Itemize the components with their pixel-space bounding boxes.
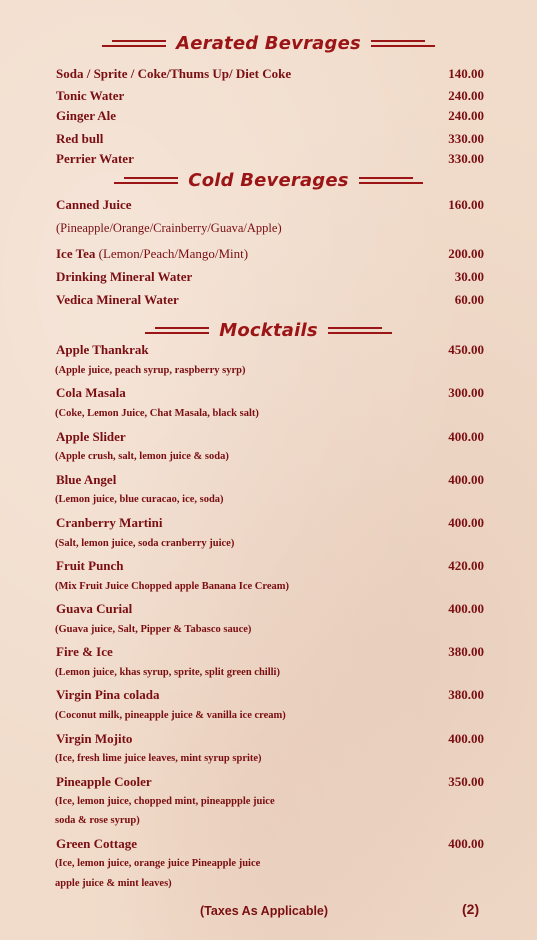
menu-item	[56, 197, 484, 215]
item-price: 330.00	[448, 151, 484, 166]
section-heading-aerated	[0, 31, 537, 55]
menu-item	[56, 151, 484, 169]
item-name: Guava Curial	[56, 601, 133, 616]
item-description-cont: apple juice & mint leaves)	[55, 878, 172, 889]
menu-item	[56, 88, 484, 106]
item-name: Canned Juice	[56, 197, 132, 212]
item-price: 140.00	[448, 66, 484, 81]
item-name: Blue Angel	[56, 472, 117, 487]
item-name: Vedica Mineral Water	[56, 292, 179, 307]
page-number: (2)	[462, 901, 480, 917]
item-name: Cola Masala	[56, 385, 126, 400]
item-price: 380.00	[448, 644, 484, 659]
item-description-cont: soda & rose syrup)	[55, 815, 140, 826]
item-price: 160.00	[448, 197, 484, 212]
section-title: Aerated Bevrages	[176, 32, 361, 54]
menu-item	[56, 269, 484, 287]
menu-item	[56, 292, 484, 310]
item-description: (Lemon juice, khas syrup, sprite, split green chilli)	[55, 667, 280, 678]
item-price: 300.00	[448, 385, 484, 400]
decorative-rule-icon	[359, 177, 423, 184]
decorative-rule-icon	[145, 327, 209, 334]
menu-item	[56, 731, 484, 749]
item-price: 420.00	[448, 558, 484, 573]
item-price: 60.00	[454, 292, 484, 307]
item-name: Red bull	[56, 131, 104, 146]
item-name: Perrier Water	[56, 151, 134, 166]
item-name: Virgin Mojito	[56, 731, 133, 746]
taxes-note: (Taxes As Applicable)	[200, 904, 329, 918]
item-name: Tonic Water	[56, 88, 125, 103]
item-description: (Salt, lemon juice, soda cranberry juice)	[55, 538, 235, 549]
item-name: Fire & Ice	[56, 644, 113, 659]
item-description: (Apple crush, salt, lemon juice & soda)	[55, 451, 229, 462]
item-price: 240.00	[448, 108, 484, 123]
item-price: 400.00	[448, 731, 484, 746]
item-name: Drinking Mineral Water	[56, 269, 193, 284]
menu-item	[56, 558, 484, 576]
menu-item	[56, 836, 484, 854]
item-name: Pineapple Cooler	[56, 774, 152, 789]
item-description: (Lemon juice, blue curacao, ice, soda)	[55, 494, 224, 505]
menu-item	[56, 774, 484, 792]
menu-item	[56, 515, 484, 533]
menu-item	[56, 601, 484, 619]
item-price: 400.00	[448, 429, 484, 444]
item-name: Green Cottage	[56, 836, 137, 851]
item-price: 450.00	[448, 342, 484, 357]
menu-item	[56, 687, 484, 705]
item-price: 400.00	[448, 601, 484, 616]
menu-item	[56, 131, 484, 149]
item-name: Ice Tea	[56, 246, 96, 261]
section-title: Cold Beverages	[188, 169, 349, 191]
item-price: 30.00	[454, 269, 484, 284]
menu-item	[56, 644, 484, 662]
item-price: 400.00	[448, 515, 484, 530]
item-description: (Mix Fruit Juice Chopped apple Banana Ice Cream)	[55, 581, 290, 592]
item-variants: (Pineapple/Orange/Crainberry/Guava/Apple)	[56, 221, 282, 235]
item-name: Virgin Pina colada	[56, 687, 160, 702]
menu-item	[56, 472, 484, 490]
item-name: Ginger Ale	[56, 108, 117, 123]
menu-item	[56, 108, 484, 126]
decorative-rule-icon	[371, 40, 435, 47]
item-description: (Ice, lemon juice, orange juice Pineapple juice	[55, 858, 261, 869]
decorative-rule-icon	[328, 327, 392, 334]
item-description: (Ice, fresh lime juice leaves, mint syrup sprite)	[55, 753, 262, 764]
menu-item	[56, 342, 484, 360]
item-price: 350.00	[448, 774, 484, 789]
item-description: (Guava juice, Salt, Pipper & Tabasco sauce)	[55, 624, 252, 635]
section-title: Mocktails	[219, 319, 318, 341]
item-description: (Coconut milk, pineapple juice & vanilla ice cream)	[55, 710, 286, 721]
item-description: (Coke, Lemon Juice, Chat Masala, black salt)	[55, 408, 259, 419]
menu-item	[56, 66, 484, 84]
item-description: (Ice, lemon juice, chopped mint, pineappple juice	[55, 796, 275, 807]
item-name: Fruit Punch	[56, 558, 124, 573]
item-price: 400.00	[448, 836, 484, 851]
item-name: Apple Thankrak	[56, 342, 149, 357]
item-name: Cranberry Martini	[56, 515, 163, 530]
item-price: 240.00	[448, 88, 484, 103]
section-heading-mocktails	[0, 318, 537, 342]
item-name-group	[56, 246, 248, 262]
section-heading-cold	[0, 168, 537, 192]
item-name: Apple Slider	[56, 429, 126, 444]
item-price: 400.00	[448, 472, 484, 487]
decorative-rule-icon	[114, 177, 178, 184]
item-variants: (Lemon/Peach/Mango/Mint)	[95, 246, 249, 261]
item-price: 200.00	[448, 246, 484, 261]
item-description: (Apple juice, peach syrup, raspberry syrp)	[55, 365, 246, 376]
menu-item	[56, 385, 484, 403]
item-price: 330.00	[448, 131, 484, 146]
menu-item	[56, 246, 484, 264]
decorative-rule-icon	[102, 40, 166, 47]
item-name: Soda / Sprite / Coke/Thums Up/ Diet Coke	[56, 66, 292, 81]
item-price: 380.00	[448, 687, 484, 702]
menu-item	[56, 429, 484, 447]
